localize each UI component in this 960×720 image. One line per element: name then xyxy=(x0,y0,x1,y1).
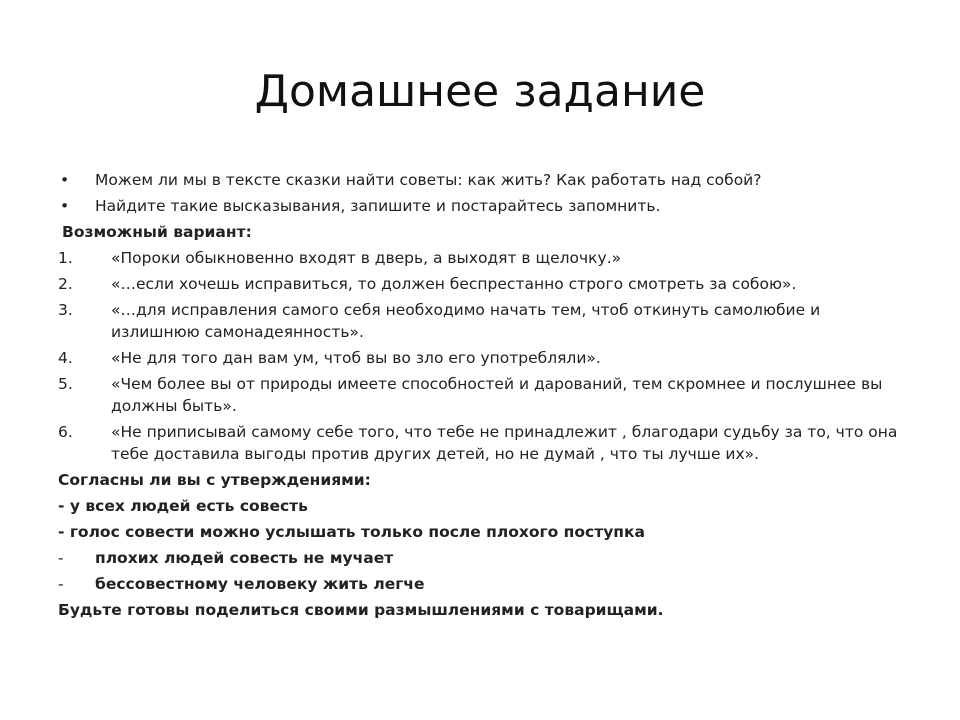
slide-body xyxy=(58,169,908,625)
statement-text: плохих людей совесть не мучает xyxy=(95,549,394,567)
quote-item xyxy=(58,273,908,295)
slide-title: Домашнее задание xyxy=(254,66,706,117)
quote-text: «Не приписывай самому себе того, что тебе не принадлежит , благодари судьбу за то, что она тебе доставила выгоды против других детей, но не думай , что ты лучше их». xyxy=(111,423,898,463)
quote-item xyxy=(58,299,908,343)
quote-text: «…если хочешь исправиться, то должен беспрестанно строго смотреть за собою». xyxy=(111,275,797,293)
bullet-marker: • xyxy=(60,171,70,189)
bullet-item xyxy=(58,169,908,191)
quote-number: 4. xyxy=(58,349,73,367)
quote-number: 1. xyxy=(58,249,73,267)
quote-number: 3. xyxy=(58,301,73,319)
statement-item: - у всех людей есть совесть xyxy=(58,497,308,515)
agree-heading: Согласны ли вы с утверждениями: xyxy=(58,471,371,489)
statement-text: бессовестному человеку жить легче xyxy=(95,575,425,593)
quote-item xyxy=(58,373,908,417)
quote-item xyxy=(58,421,908,465)
dash-marker: - xyxy=(58,549,64,567)
closing-text: Будьте готовы поделиться своими размышлениями с товарищами. xyxy=(58,601,664,619)
statement-item xyxy=(58,547,908,569)
variant-heading: Возможный вариант: xyxy=(62,223,252,241)
quote-number: 6. xyxy=(58,423,73,441)
dash-marker: - xyxy=(58,575,64,593)
quote-text: «…для исправления самого себя необходимо начать тем, чтоб откинуть самолюбие и излишнюю самонадеянность». xyxy=(111,301,821,341)
quote-number: 2. xyxy=(58,275,73,293)
quote-text: «Пороки обыкновенно входят в дверь, а выходят в щелочку.» xyxy=(111,249,622,267)
bullet-item xyxy=(58,195,908,217)
statement-item xyxy=(58,573,908,595)
quote-item xyxy=(58,347,908,369)
bullet-marker: • xyxy=(60,197,70,215)
bullet-text: Можем ли мы в тексте сказки найти советы: как жить? Как работать над собой? xyxy=(95,171,762,189)
quote-text: «Чем более вы от природы имеете способностей и дарований, тем скромнее и послушнее вы должны быть». xyxy=(111,375,883,415)
quote-text: «Не для того дан вам ум, чтоб вы во зло его употребляли». xyxy=(111,349,601,367)
quote-number: 5. xyxy=(58,375,73,393)
quote-item xyxy=(58,247,908,269)
bullet-text: Найдите такие высказывания, запишите и постарайтесь запомнить. xyxy=(95,197,661,215)
statement-item: - голос совести можно услышать только после плохого поступка xyxy=(58,523,645,541)
